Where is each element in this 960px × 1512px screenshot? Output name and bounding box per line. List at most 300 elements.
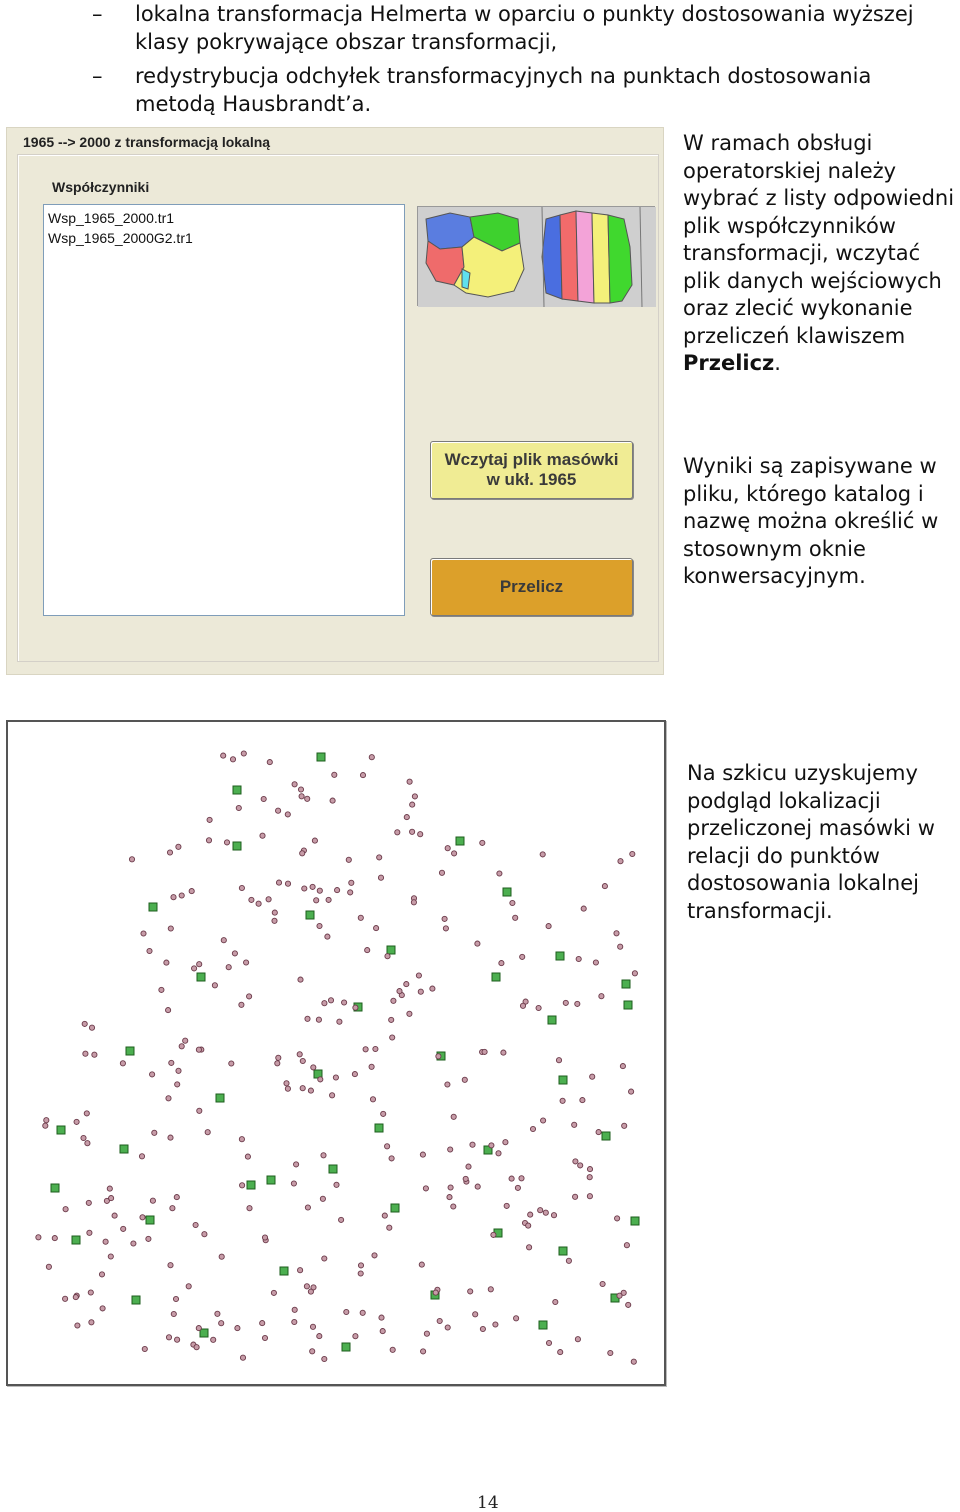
transformed-point-icon [300,1086,305,1091]
transformed-point-icon [437,1318,442,1323]
transformed-point-icon [107,1186,112,1191]
transformed-point-icon [436,1054,441,1059]
transformed-point-icon [186,1284,191,1289]
transformed-point-icon [337,1019,342,1024]
transformed-point-icon [174,1195,179,1200]
transformed-point-icon [322,1356,327,1361]
calculate-button[interactable]: Przelicz [430,558,633,616]
transformed-point-icon [308,1088,313,1093]
transformed-point-icon [423,1186,428,1191]
transformed-point-icon [88,1290,93,1295]
control-point-icon [329,1165,337,1173]
transformed-point-icon [326,897,331,902]
transformed-point-icon [390,1035,395,1040]
transformed-point-icon [377,855,382,860]
transformed-point-icon [221,753,226,758]
transformed-point-icon [452,851,457,856]
transformed-point-icon [587,1167,592,1172]
transformed-point-icon [294,1162,299,1167]
transformed-point-icon [239,885,244,890]
transformed-point-icon [510,900,515,905]
transformed-point-icon [230,757,235,762]
transformed-point-icon [300,1058,305,1063]
control-point-icon [120,1145,128,1153]
transformed-point-icon [566,1258,571,1263]
transformed-point-icon [503,1140,508,1145]
transformed-point-icon [360,773,365,778]
transformed-point-icon [328,998,333,1003]
transformed-point-icon [374,926,379,931]
transformed-point-icon [447,1195,452,1200]
transformed-point-icon [497,871,502,876]
transformed-point-icon [593,960,598,965]
control-point-icon [57,1126,65,1134]
transformed-point-icon [445,846,450,851]
transformed-point-icon [83,1051,88,1056]
transformed-point-icon [206,838,211,843]
bullet-dash: – [92,64,103,88]
control-point-icon [317,753,325,761]
transformed-point-icon [232,951,237,956]
list-item[interactable]: Wsp_1965_2000.tr1 [48,210,175,226]
transformed-point-icon [439,870,444,875]
transformed-point-icon [108,1254,113,1259]
control-point-icon [559,1247,567,1255]
transformed-point-icon [513,915,518,920]
transformed-point-icon [235,1326,240,1331]
transformed-point-icon [397,989,402,994]
transformed-point-icon [244,960,249,965]
transformed-point-icon [226,965,231,970]
transformed-point-icon [509,1176,514,1181]
transformed-point-icon [412,794,417,799]
transformed-point-icon [260,1321,265,1326]
transformed-point-icon [404,982,409,987]
transformed-point-icon [271,1290,276,1295]
transformed-point-icon [379,1315,384,1320]
transformed-point-icon [630,851,635,856]
transformed-point-icon [424,1331,429,1336]
transformed-point-icon [120,1061,125,1066]
control-point-icon [559,1076,567,1084]
transformed-point-icon [462,1077,467,1082]
transformed-point-icon [390,1347,395,1352]
transformation-dialog [6,127,664,675]
transformed-point-icon [261,796,266,801]
transformed-point-icon [121,1226,126,1231]
instructions-end: . [774,351,781,375]
transformed-point-icon [556,1058,561,1063]
transformed-point-icon [146,1236,151,1241]
page-number: 14 [477,1493,499,1512]
transformed-point-icon [317,1334,322,1339]
transformed-point-icon [475,941,480,946]
transformed-point-icon [159,987,164,992]
control-point-icon [602,1132,610,1140]
transformed-point-icon [334,1182,339,1187]
control-point-icon [391,1204,399,1212]
transformed-point-icon [211,1337,216,1342]
transformed-point-icon [395,830,400,835]
transformed-point-icon [245,1154,250,1159]
transformed-point-icon [292,1307,297,1312]
transformed-point-icon [448,1147,453,1152]
transformed-point-icon [442,916,447,921]
control-point-icon [233,842,241,850]
transformed-point-icon [618,944,623,949]
transformed-point-icon [320,1196,325,1201]
transformed-point-icon [224,840,229,845]
transformed-point-icon [240,1183,245,1188]
control-point-icon [622,980,630,988]
control-point-icon [556,952,564,960]
transformed-point-icon [599,994,604,999]
transformed-point-icon [141,931,146,936]
transformed-point-icon [44,1118,49,1123]
transformed-point-icon [348,890,353,895]
transformed-point-icon [312,838,317,843]
transformed-point-icon [632,971,637,976]
transformed-point-icon [311,1065,316,1070]
transformed-point-icon [553,1299,558,1304]
transformed-point-icon [410,802,415,807]
transformed-point-icon [140,1215,145,1220]
instructions-bold-button-name: Przelicz [683,351,775,375]
instructions-text: W ramach obsługi operatorskiej należy wybrać z listy odpowiedni plik współczynników transformacji, wczytać plik danych wejściowych oraz zlecić wykonanie przeliczeń klawiszem [683,131,955,348]
transformed-point-icon [365,948,370,953]
control-point-icon [233,786,241,794]
transformed-point-icon [528,1212,533,1217]
load-file-button[interactable]: Wczytaj plik masówki w ukł. 1965 [430,441,633,499]
transformed-point-icon [380,1329,385,1334]
transformed-point-icon [171,895,176,900]
transformed-point-icon [240,1355,245,1360]
transformed-point-icon [63,1207,68,1212]
transformed-point-icon [493,1322,498,1327]
transformed-point-icon [496,1151,501,1156]
control-point-icon [267,1176,275,1184]
transformed-point-icon [358,1263,363,1268]
control-point-icon [375,1124,383,1132]
transformed-point-icon [84,1111,89,1116]
transformed-point-icon [298,977,303,982]
transformed-point-icon [139,1154,144,1159]
bullet-dash: – [92,2,103,26]
transformed-point-icon [572,1122,577,1127]
transformed-point-icon [335,888,340,893]
transformed-point-icon [352,1072,357,1077]
transformed-point-icon [631,1359,636,1364]
transformed-point-icon [433,1290,438,1295]
transformed-point-icon [166,1096,171,1101]
transformed-point-icon [219,1321,224,1326]
transformed-point-icon [466,1164,471,1169]
transformed-point-icon [152,1130,157,1135]
transformed-point-icon [276,880,281,885]
transformed-point-icon [330,1093,335,1098]
transformed-point-icon [445,1325,450,1330]
transformed-point-icon [81,1135,86,1140]
sketch-preview [6,720,666,1386]
transformed-point-icon [262,1335,267,1340]
control-point-icon [492,973,500,981]
transformed-point-icon [614,931,619,936]
transformed-point-icon [175,1337,180,1342]
transformed-point-icon [482,1049,487,1054]
transformed-point-icon [207,817,212,822]
transformed-point-icon [520,954,525,959]
transformed-point-icon [317,888,322,893]
control-point-icon [456,837,464,845]
transformed-point-icon [305,796,310,801]
transformed-point-icon [285,881,290,886]
transformed-point-icon [527,1245,532,1250]
transformed-point-icon [196,1047,201,1052]
control-point-icon [247,1181,255,1189]
transformed-point-icon [297,1052,302,1057]
control-point-icon [132,1296,140,1304]
transformed-point-icon [292,1319,297,1324]
transformed-point-icon [325,934,330,939]
transformed-point-icon [147,948,152,953]
transformed-point-icon [150,1072,155,1077]
transformed-point-icon [298,1268,303,1273]
control-point-icon [197,973,205,981]
transformed-point-icon [276,1055,281,1060]
control-point-icon [306,911,314,919]
transformed-point-icon [305,1205,310,1210]
transformed-point-icon [196,1326,201,1331]
transformed-point-icon [247,994,252,999]
transformed-point-icon [587,1175,592,1180]
transformed-point-icon [626,1302,631,1307]
transformed-point-icon [173,1296,178,1301]
transformed-point-icon [63,1296,68,1301]
transformed-point-icon [563,1000,568,1005]
transformed-point-icon [150,1198,155,1203]
transformed-point-icon [363,1047,368,1052]
transformed-point-icon [602,884,607,889]
transformed-point-icon [241,751,246,756]
transformed-point-icon [448,1185,453,1190]
control-point-icon [539,1321,547,1329]
transformed-point-icon [391,998,396,1003]
sketch-canvas [8,722,664,1384]
transformed-point-icon [504,1203,509,1208]
transformed-point-icon [480,1326,485,1331]
transformed-point-icon [491,1232,496,1237]
transformed-point-icon [314,898,319,903]
transformed-point-icon [520,1003,525,1008]
transformed-point-icon [197,962,202,967]
transformed-point-icon [519,1176,524,1181]
transformed-point-icon [346,857,351,862]
transformed-point-icon [575,1337,580,1342]
transformed-point-icon [74,1119,79,1124]
transformed-point-icon [410,829,415,834]
transformed-point-icon [247,1206,252,1211]
transformed-point-icon [292,782,297,787]
transformed-point-icon [543,1210,548,1215]
transformed-point-icon [103,1239,108,1244]
transformed-point-icon [276,808,281,813]
transformed-point-icon [239,1137,244,1142]
instructions-paragraph [683,130,959,378]
control-point-icon [126,1047,134,1055]
transformed-point-icon [236,805,241,810]
list-item[interactable]: Wsp_1965_2000G2.tr1 [48,230,193,246]
transformed-point-icon [530,1126,535,1131]
control-point-icon [624,1001,632,1009]
transformed-point-icon [109,1196,114,1201]
transformed-point-icon [92,1052,97,1057]
transformed-point-icon [75,1323,80,1328]
transformed-point-icon [52,1236,57,1241]
transformed-point-icon [82,1021,87,1026]
transformed-point-icon [560,1098,565,1103]
transformed-point-icon [272,910,277,915]
transformed-point-icon [205,1130,210,1135]
transformed-point-icon [322,1256,327,1261]
transformed-point-icon [202,1232,207,1237]
transformed-point-icon [538,1208,543,1213]
results-paragraph: Wyniki są zapisywane w pliku, którego katalog i nazwę można określić w stosownym oknie konwersacyjnym. [683,454,939,588]
transformed-point-icon [578,1163,583,1168]
control-point-icon [146,1216,154,1224]
transformed-point-icon [267,760,272,765]
transformed-point-icon [558,1350,563,1355]
coefficients-listbox[interactable] [43,204,405,616]
control-point-icon [72,1236,80,1244]
control-point-icon [200,1329,208,1337]
transformed-point-icon [385,1144,390,1149]
transformed-point-icon [167,850,172,855]
bullet-text: redystrybucja odchyłek transformacyjnych na punktach dostosowania metodą Hausbrandt’a. [135,64,872,116]
transformed-point-icon [501,1050,506,1055]
transformed-point-icon [387,1225,392,1230]
transformed-point-icon [546,1340,551,1345]
transformed-point-icon [470,1142,475,1147]
control-point-icon [216,1094,224,1102]
transformed-point-icon [381,1111,386,1116]
transformed-point-icon [275,1061,280,1066]
transformed-point-icon [573,1194,578,1199]
transformed-point-icon [330,798,335,803]
transformed-point-icon [421,1349,426,1354]
transformed-point-icon [100,1306,105,1311]
transformed-point-icon [43,1123,48,1128]
transformed-point-icon [617,1293,622,1298]
transformed-point-icon [272,918,277,923]
transformed-point-icon [86,1200,91,1205]
transformed-point-icon [197,1108,202,1113]
transformed-point-icon [256,901,261,906]
control-point-icon [149,903,157,911]
transformed-point-icon [310,884,315,889]
transformed-point-icon [480,840,485,845]
transformed-point-icon [318,1077,323,1082]
transformed-point-icon [349,880,354,885]
transformed-point-icon [142,1346,147,1351]
transformed-point-icon [46,1264,51,1269]
transformed-point-icon [285,1086,290,1091]
transformed-point-icon [168,926,173,931]
transformed-point-icon [166,1335,171,1340]
transformed-point-icon [321,1153,326,1158]
transformed-point-icon [488,1287,493,1292]
transformed-point-icon [89,1025,94,1030]
transformed-point-icon [285,812,290,817]
control-point-icon [548,1016,556,1024]
transformed-point-icon [229,1061,234,1066]
transformed-point-icon [407,779,412,784]
transformed-point-icon [317,923,322,928]
transformed-point-icon [378,875,383,880]
transformed-point-icon [618,859,623,864]
transformed-point-icon [416,973,421,978]
transformed-point-icon [215,1311,220,1316]
transformed-point-icon [99,1272,104,1277]
transformed-point-icon [249,897,254,902]
transformed-point-icon [411,900,416,905]
transformed-point-icon [360,1310,365,1315]
transformed-point-icon [526,1223,531,1228]
transformed-point-icon [89,1320,94,1325]
transformed-point-icon [353,1334,358,1339]
control-point-icon [51,1184,59,1192]
transformed-point-icon [358,915,363,920]
transformed-point-icon [419,1262,424,1267]
transformed-point-icon [194,1345,199,1350]
transformed-point-icon [473,1312,478,1317]
transformed-point-icon [620,1064,625,1069]
transformed-point-icon [169,1060,174,1065]
transformed-point-icon [176,1068,181,1073]
transformed-point-icon [596,1130,601,1135]
transformed-point-icon [73,1295,78,1300]
transformed-point-icon [212,983,217,988]
transformed-point-icon [515,1185,520,1190]
transformed-point-icon [179,893,184,898]
transformed-point-icon [300,851,305,856]
transformed-point-icon [468,1289,473,1294]
transformed-point-icon [372,1253,377,1258]
transformed-point-icon [310,1324,315,1329]
control-point-icon [342,1343,350,1351]
transformed-point-icon [302,886,307,891]
transformed-point-icon [358,1271,363,1276]
transformed-point-icon [576,956,581,961]
transformed-point-icon [445,1082,450,1087]
transformed-point-icon [175,1082,180,1087]
transformed-point-icon [332,772,337,777]
transformed-point-icon [353,1005,358,1010]
transformed-point-icon [430,986,435,991]
transformed-point-icon [166,1008,171,1013]
transformed-point-icon [189,889,194,894]
transformed-point-icon [131,1241,136,1246]
transformed-point-icon [629,1089,634,1094]
transformed-point-icon [316,1017,321,1022]
transformed-point-icon [587,1194,592,1199]
transformed-point-icon [311,1285,316,1290]
transformed-point-icon [299,794,304,799]
transformed-point-icon [580,1098,585,1103]
transformed-point-icon [369,1064,374,1069]
poland-maps-icon [418,207,656,307]
transformed-point-icon [219,1254,224,1259]
transformed-point-icon [333,1075,338,1080]
